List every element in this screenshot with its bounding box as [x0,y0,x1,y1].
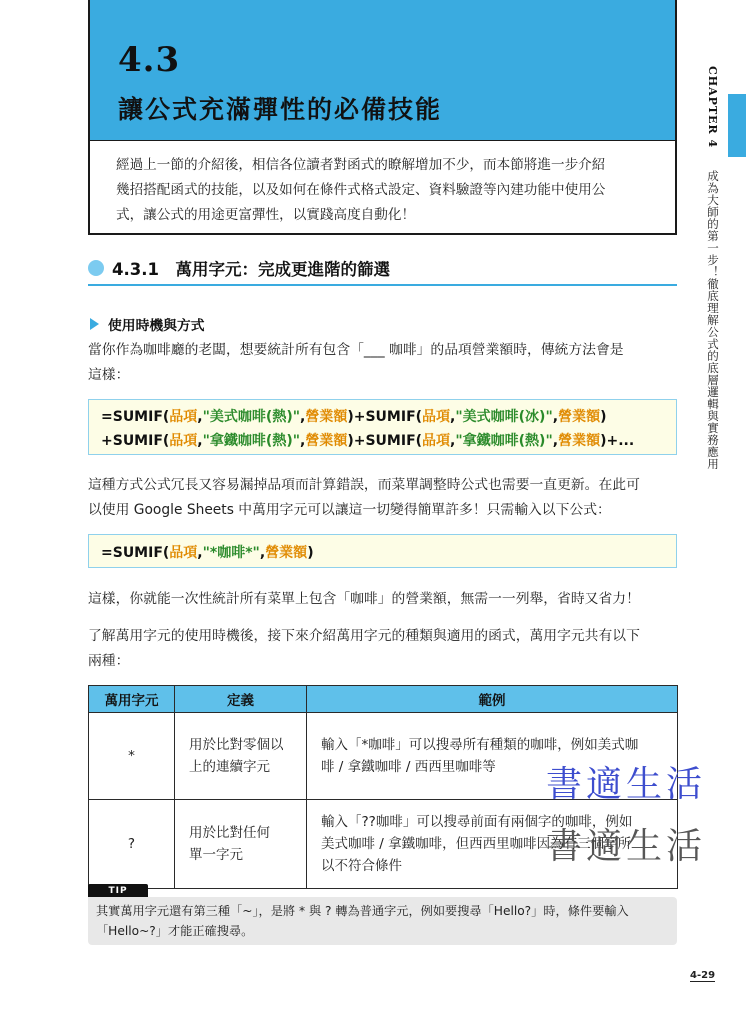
paragraph-1 [88,338,680,388]
wildcard-definition [175,713,307,800]
table-header: 定義 [175,686,307,713]
tip-label: TIP [88,884,148,898]
table-header: 範例 [307,686,678,713]
cell-line: 上的連續字元 [189,759,270,775]
section-number: 4.3 [118,40,181,80]
cell-line: 輸入「*咖啡」可以搜尋所有種類的咖啡，例如美式咖 [321,737,639,753]
page-number: 4-29 [690,970,716,981]
paragraph-4 [88,624,680,674]
paragraph-line: 以使用 Google Sheets 中萬用字元可以讓這一切變得簡單許多！只需輸入以下公式： [88,502,611,518]
intro-text [116,153,656,228]
formula-line: =SUMIF(品項,"*咖啡*",營業額) [101,545,314,561]
cell-line: 用於比對零個以 [189,737,284,753]
cell-line: 美式咖啡 / 拿鐵咖啡，但西西里咖啡因為有三個字所 [321,836,632,852]
chapter-tab-marker [728,94,746,157]
formula-line-2: +SUMIF(品項,"拿鐵咖啡(熱)",營業額)+SUMIF(品項,"拿鐵咖啡(熱)",營業額)+... [101,433,635,449]
paragraph-line: 兩種： [88,653,130,669]
watermark-gray: 書適生活 [546,826,707,867]
paragraph-line: 這樣： [88,367,130,383]
intro-line: 式，讓公式的用途更富彈性，以實踐高度自動化！ [116,207,416,223]
cell-line: 啡 / 拿鐵咖啡 / 西西里咖啡等 [321,759,496,775]
cell-line: 輸入「??咖啡」可以搜尋前面有兩個字的咖啡，例如 [321,814,633,830]
subsection-bullet-icon [88,260,104,276]
formula-box-long [88,399,677,455]
paragraph-2 [88,473,680,523]
cell-line: 以不符合條件 [321,858,402,874]
intro-line: 幾招搭配函式的技能，以及如何在條件式格式設定、資料驗證等內建功能中使用公 [116,182,606,198]
watermark-blue: 書適生活 [546,764,707,805]
book-subtitle: 成為大師的第一步！徹底理解公式的底層邏輯與實務應用 [706,170,720,470]
formula-line-1: =SUMIF(品項,"美式咖啡(熱)",營業額)+SUMIF(品項,"美式咖啡(冰)",營業額) [101,409,607,425]
triangle-bullet-icon [90,318,99,330]
paragraph-line: 當你作為咖啡廳的老闆，想要統計所有包含「___ 咖啡」的品項營業額時，傳統方法會是 [88,342,624,358]
cell-line: 單一字元 [189,847,243,863]
paragraph-line: 這種方式公式冗長又容易漏掉品項而計算錯誤，而菜單調整時公式也需要一直更新。在此可 [88,477,640,493]
subsection-title: 4.3.1 萬用字元：完成更進階的篩選 [112,260,390,279]
intro-line: 經過上一節的介紹後，相信各位讀者對函式的瞭解增加不少，而本節將進一步介紹 [116,157,606,173]
tip-line: 其實萬用字元還有第三種「~」，是將 * 與 ? 轉為普通字元，例如要搜尋「Hello?」時，條件要輸入 [96,904,629,918]
usage-heading: 使用時機與方式 [108,318,205,334]
tip-box [88,897,677,945]
wildcard-symbol: * [89,713,175,800]
section-header [88,0,677,142]
tip-text [96,901,670,941]
section-title: 讓公式充滿彈性的必備技能 [118,95,443,124]
paragraph-3: 這樣，你就能一次性統計所有菜單上包含「咖啡」的營業額，無需一一列舉，省時又省力！ [88,591,640,607]
intro-box [88,141,677,235]
table-header: 萬用字元 [89,686,175,713]
cell-line: 用於比對任何 [189,825,270,841]
wildcard-symbol: ? [89,800,175,889]
paragraph-line: 了解萬用字元的使用時機後，接下來介紹萬用字元的種類與適用的函式，萬用字元共有以下 [88,628,640,644]
tip-line: 「Hello~?」才能正確搜尋。 [96,924,254,938]
formula-box-wildcard [88,534,677,568]
chapter-label: CHAPTER 4 [706,66,719,149]
subsection-divider [88,284,677,286]
table-header-row [89,686,678,713]
wildcard-definition [175,800,307,889]
